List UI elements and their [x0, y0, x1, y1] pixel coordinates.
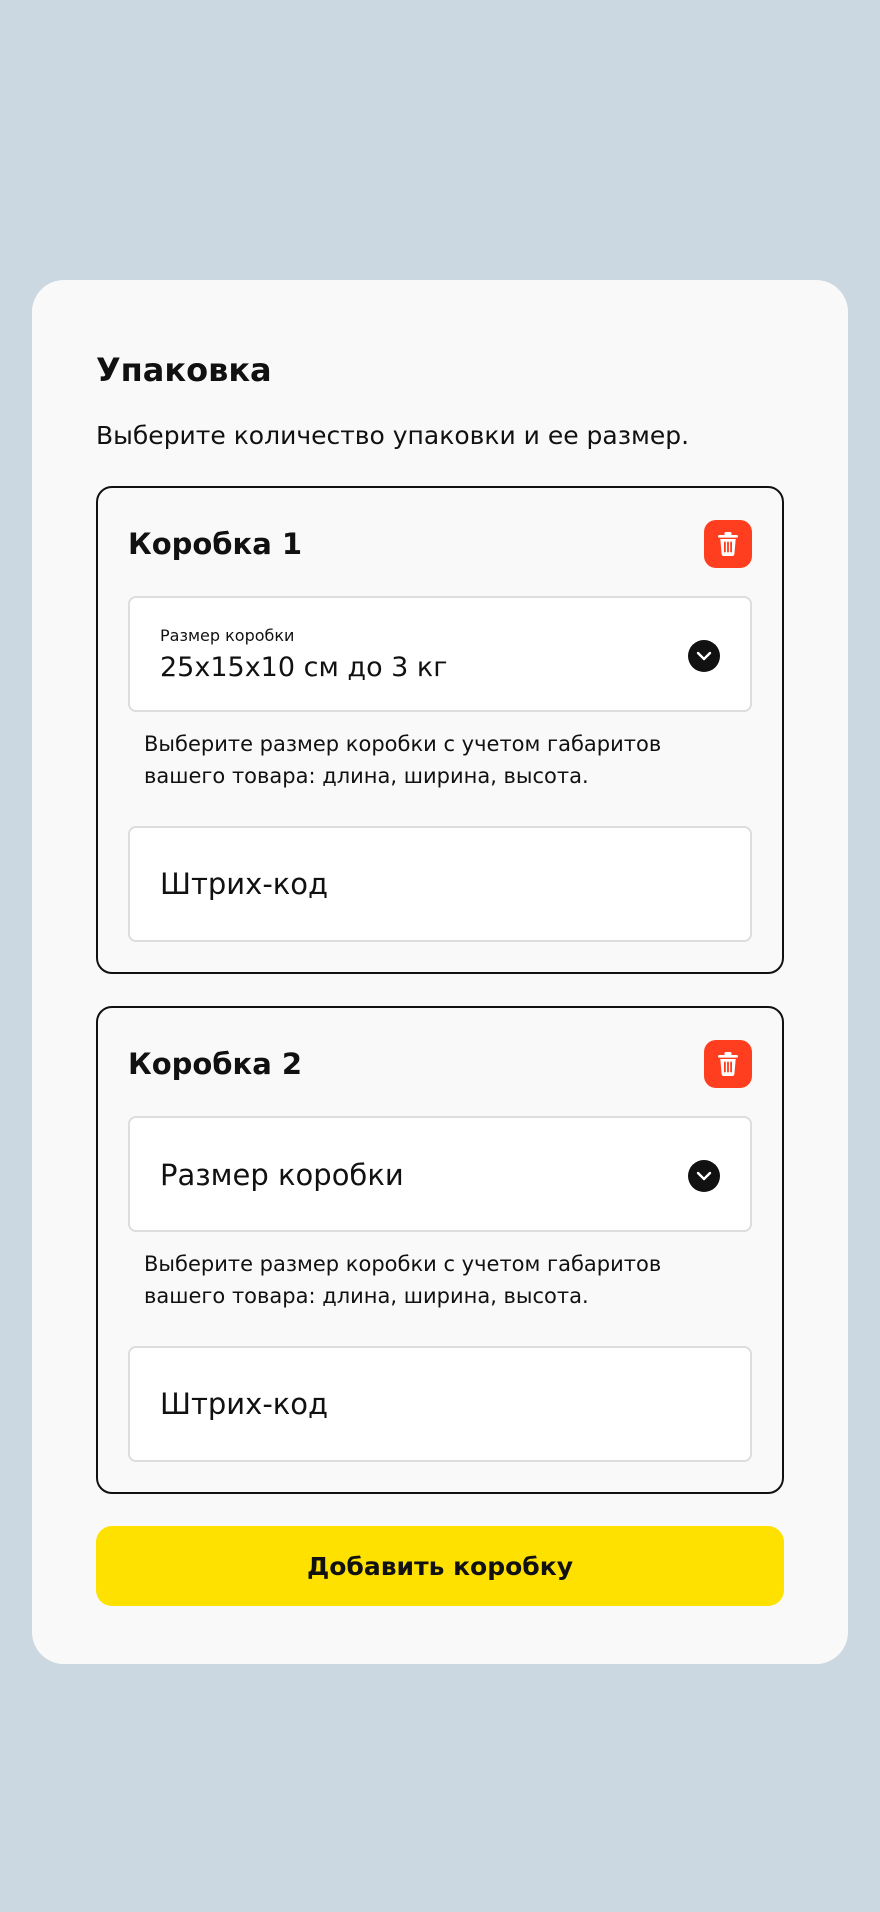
barcode-input[interactable] — [128, 826, 752, 942]
box-header — [128, 488, 752, 596]
page-title: Упаковка — [96, 351, 272, 389]
box-header — [128, 1008, 752, 1116]
box-size-label: Размер коробки — [160, 626, 295, 645]
box-size-placeholder: Размер коробки — [160, 1158, 404, 1192]
box-size-hint: Выберите размер коробки с учетом габаритов вашего товара: длина, ширина, высота. — [144, 732, 662, 788]
packaging-card — [32, 280, 848, 1664]
delete-box-button[interactable] — [704, 520, 752, 568]
delete-box-button[interactable] — [704, 1040, 752, 1088]
chevron-down-icon — [688, 640, 720, 672]
page-subtitle: Выберите количество упаковки и ее размер. — [96, 421, 690, 450]
trash-icon — [717, 1052, 739, 1076]
barcode-input[interactable] — [128, 1346, 752, 1462]
box-size-select[interactable] — [128, 1116, 752, 1232]
add-box-button[interactable]: Добавить коробку — [96, 1526, 784, 1606]
box-size-select[interactable] — [128, 596, 752, 712]
trash-icon — [717, 532, 739, 556]
box-card-2 — [96, 1006, 784, 1494]
chevron-down-icon — [688, 1160, 720, 1192]
box-card-1 — [96, 486, 784, 974]
box-title: Коробка 2 — [128, 1047, 303, 1081]
box-size-hint: Выберите размер коробки с учетом габаритов вашего товара: длина, ширина, высота. — [144, 1252, 662, 1308]
box-title: Коробка 1 — [128, 527, 303, 561]
box-size-value: 25x15x10 см до 3 кг — [160, 652, 448, 683]
